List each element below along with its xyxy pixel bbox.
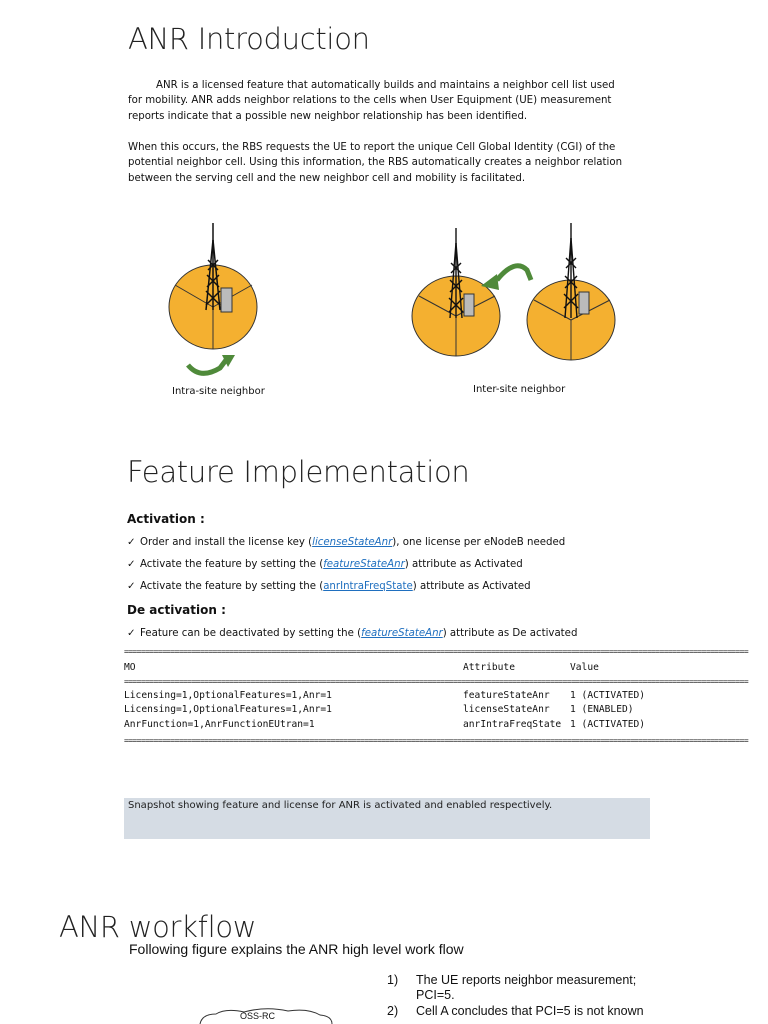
deactivation-bullet: ✓ Feature can be deactivated by setting the (featureStateAnr) attribute as De activated xyxy=(127,628,578,639)
table-row: Licensing=1,OptionalFeatures=1,Anr=1 xyxy=(124,690,332,701)
feature-state-anr-link-2[interactable]: featureStateAnr xyxy=(361,628,443,639)
check-icon: ✓ xyxy=(127,581,136,592)
header-attribute: Attribute xyxy=(463,662,515,673)
inter-tower-icon-b xyxy=(564,223,578,318)
table-rule-top: ==================================================================================================================================================== xyxy=(124,647,749,656)
intra-site-diagram xyxy=(160,215,270,380)
workflow-title: ANR workflow xyxy=(59,910,257,944)
page-title: ANR Introduction xyxy=(128,22,370,56)
intro-paragraph-1: ANR is a licensed feature that automatically builds and maintains a neighbor cell list used for mobility. ANR adds neighbor relations to the cells when User Equipment (UE) measurement reports indicate that a possible new neighbor relationship has been identified. xyxy=(128,80,615,122)
activation-heading: Activation : xyxy=(127,512,205,526)
check-icon: ✓ xyxy=(127,628,136,639)
oss-rc-label: OSS-RC xyxy=(240,1011,276,1021)
table-rule-bottom: ==================================================================================================================================================== xyxy=(124,736,749,745)
snapshot-caption: Snapshot showing feature and license for ANR is activated and enabled respectively. xyxy=(128,800,553,811)
intra-cabinet-icon xyxy=(221,288,232,312)
activation-bullet-2: ✓ Activate the feature by setting the (featureStateAnr) attribute as Activated xyxy=(127,559,523,570)
table-cell-value: 1 (ENABLED) xyxy=(570,704,634,715)
table-rule-mid: ==================================================================================================================================================== xyxy=(124,677,749,686)
table-row: Licensing=1,OptionalFeatures=1,Anr=1 xyxy=(124,704,332,715)
list-item: 1) The UE reports neighbor measurement; PCI=5. xyxy=(387,973,637,1002)
check-icon: ✓ xyxy=(127,559,136,570)
inter-arrow-icon xyxy=(497,266,531,280)
activation-bullet-3: ✓ Activate the feature by setting the (anrIntraFreqState) attribute as Activated xyxy=(127,581,531,592)
inter-cabinet-icon-a xyxy=(464,294,474,316)
deactivation-heading: De activation : xyxy=(127,603,226,617)
workflow-steps xyxy=(387,973,657,1019)
anr-intra-freq-state-link[interactable]: anrIntraFreqState xyxy=(323,581,413,592)
list-item: 2) Cell A concludes that PCI=5 is not known xyxy=(387,1004,644,1018)
header-mo: MO xyxy=(124,662,136,673)
intro-paragraph-2: When this occurs, the RBS requests the UE to report the unique Cell Global Identity (CGI) of the potential neighbor cell. Using this information, the RBS automatically creates a neighbor relation between the serving cell and the new neighbor cell and mobility is facilitated. xyxy=(128,142,623,184)
inter-site-label: Inter-site neighbor xyxy=(473,384,566,395)
workflow-subtitle: Following figure explains the ANR high level work flow xyxy=(129,941,464,957)
inter-tower-icon-a xyxy=(449,228,463,318)
table-header-row xyxy=(124,661,136,676)
table-cell-value: 1 (ACTIVATED) xyxy=(570,719,646,730)
table-cell-attribute: anrIntraFreqState xyxy=(463,719,562,730)
license-state-anr-link[interactable]: licenseStateAnr xyxy=(312,537,393,548)
inter-cabinet-icon-b xyxy=(579,292,589,314)
feature-implementation-title: Feature Implementation xyxy=(127,455,470,489)
table-cell-value: 1 (ACTIVATED) xyxy=(570,690,646,701)
snapshot-caption-box xyxy=(124,798,650,839)
feature-state-anr-link[interactable]: featureStateAnr xyxy=(323,559,405,570)
table-cell-attribute: licenseStateAnr xyxy=(463,704,550,715)
activation-bullet-1: ✓ Order and install the license key (licenseStateAnr), one license per eNodeB needed xyxy=(127,537,566,548)
intra-arrow-icon xyxy=(188,360,226,373)
header-value: Value xyxy=(570,662,599,673)
table-row: AnrFunction=1,AnrFunctionEUtran=1 xyxy=(124,719,315,730)
check-icon: ✓ xyxy=(127,537,136,548)
table-cell-attribute: featureStateAnr xyxy=(463,690,550,701)
intra-site-label: Intra-site neighbor xyxy=(172,386,265,397)
inter-site-diagram xyxy=(405,218,620,368)
